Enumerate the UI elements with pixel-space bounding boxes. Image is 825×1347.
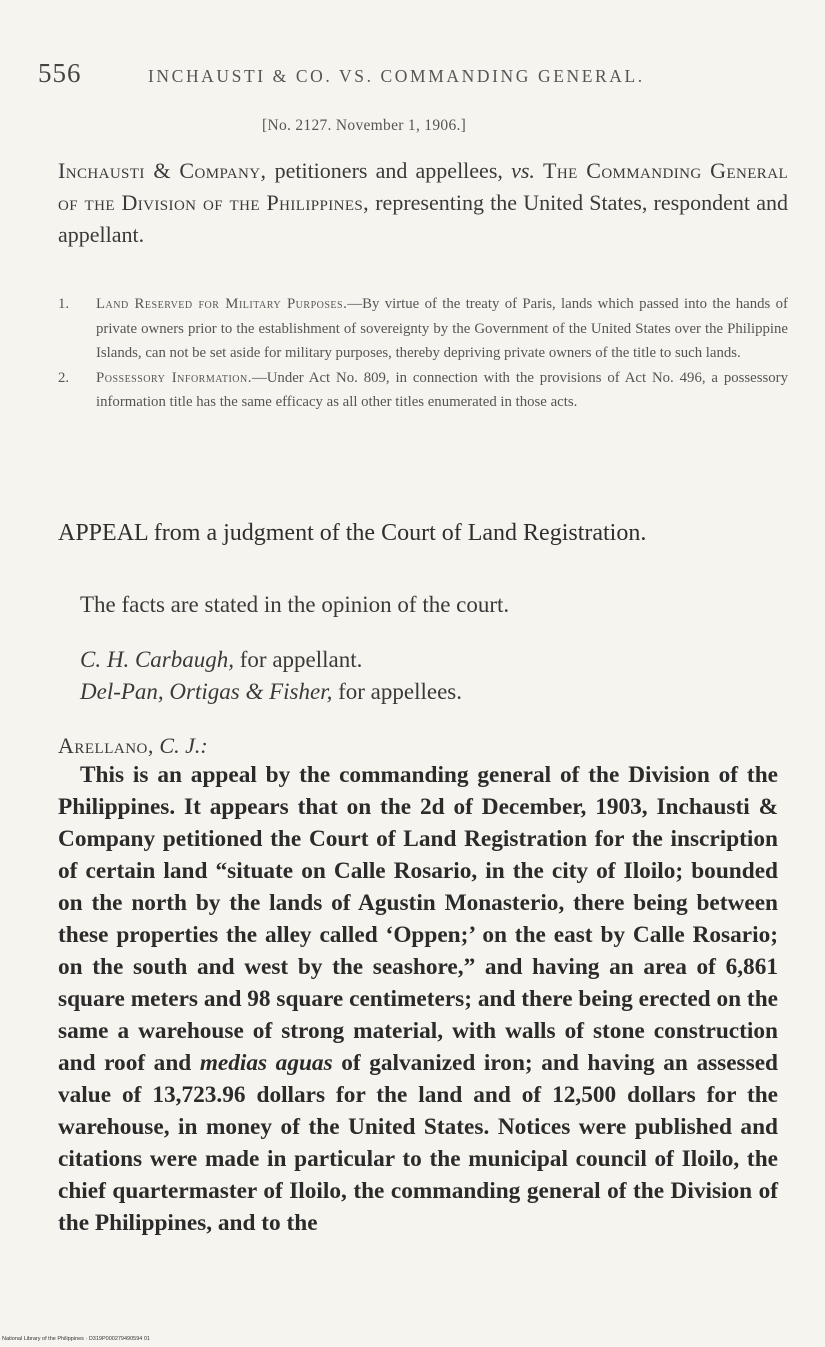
running-title: INCHAUSTI & CO. VS. COMMANDING GENERAL. (148, 66, 645, 86)
judge-name: Arellano, (58, 733, 154, 758)
syllabus (58, 292, 788, 415)
syllabus-item (58, 366, 788, 415)
counsel-role: for appellant. (234, 647, 363, 672)
counsel-name: Del-Pan, Ortigas & Fisher, (80, 679, 333, 704)
counsel-role: for appellees. (332, 679, 462, 704)
petitioner-name: Inchausti & Company, (58, 158, 267, 183)
opinion-paragraph (58, 759, 778, 1239)
opinion-italic-term: medias aguas (199, 1050, 333, 1076)
counsel-appellant (80, 647, 362, 673)
opinion-text-part1: This is an appeal by the commanding general of the Division of the Philippines. It appears that on the 2d of December, 1903, Inchausti & Company petitioned the Court of Land Registration for the inscription of certain land “situate on Calle Rosario, in the city of Iloilo; bounded on the north by the lands of Agustin Monasterio, there being between these properties the alley called ‘Oppen;’ on the east by Calle Rosario; on the south and west by the seashore,” and having an area of 6,861 square meters and 98 square centimeters; and there being erected on the same a warehouse of strong material, with walls of stone construction and roof and (58, 762, 778, 1076)
syllabus-heading: Land Reserved for Military Purposes. (96, 296, 348, 312)
versus: vs. (511, 158, 535, 183)
appeal-line: APPEAL from a judgment of the Court of Land Registration. (58, 520, 647, 546)
respondent-role: representing the United States, respondent and appellant. (58, 190, 788, 247)
syllabus-text: —Under Act No. 809, in connection with the provisions of Act No. 496, a possessory information title has the same efficacy as all other titles enumerated in those acts. (96, 369, 788, 410)
opinion-text-part2: of galvanized iron; and having an assessed value of 13,723.96 dollars for the land and of 12,500 dollars for the warehouse, in money of the United States. Notices were published and citations were made in particular to the municipal council of Iloilo, the chief quartermaster of Iloilo, the commanding general of the Division of the Philippines, and to the (58, 1050, 778, 1236)
case-caption (58, 155, 788, 251)
judge-attribution (58, 733, 208, 759)
syllabus-item (58, 292, 788, 366)
scan-footer: National Library of the Philippines · D319P000279490594 01 (2, 1336, 150, 1342)
case-number: [No. 2127. November 1, 1906.] (262, 117, 467, 134)
page-header (38, 58, 798, 94)
syllabus-text: —By virtue of the treaty of Paris, lands which passed into the hands of private owners prior to the establishment of sovereignty by the Government of the United States over the Philippine Islands, can not be set aside for military purposes, thereby depriving private owners of the title to such lands. (96, 296, 788, 361)
facts-line: The facts are stated in the opinion of the court. (80, 592, 510, 617)
syllabus-number: 1. (58, 296, 70, 312)
counsel-name: C. H. Carbaugh, (80, 647, 234, 672)
judge-title: C. J.: (153, 733, 208, 758)
respondent-name: The Commanding General of the Division of the Philippines, (58, 158, 789, 215)
counsel-appellees (80, 679, 462, 705)
syllabus-number: 2. (58, 369, 70, 386)
page-number: 556 (38, 58, 82, 88)
syllabus-heading: Possessory Information. (96, 369, 252, 386)
petitioner-role: petitioners and appellees, (266, 158, 512, 183)
